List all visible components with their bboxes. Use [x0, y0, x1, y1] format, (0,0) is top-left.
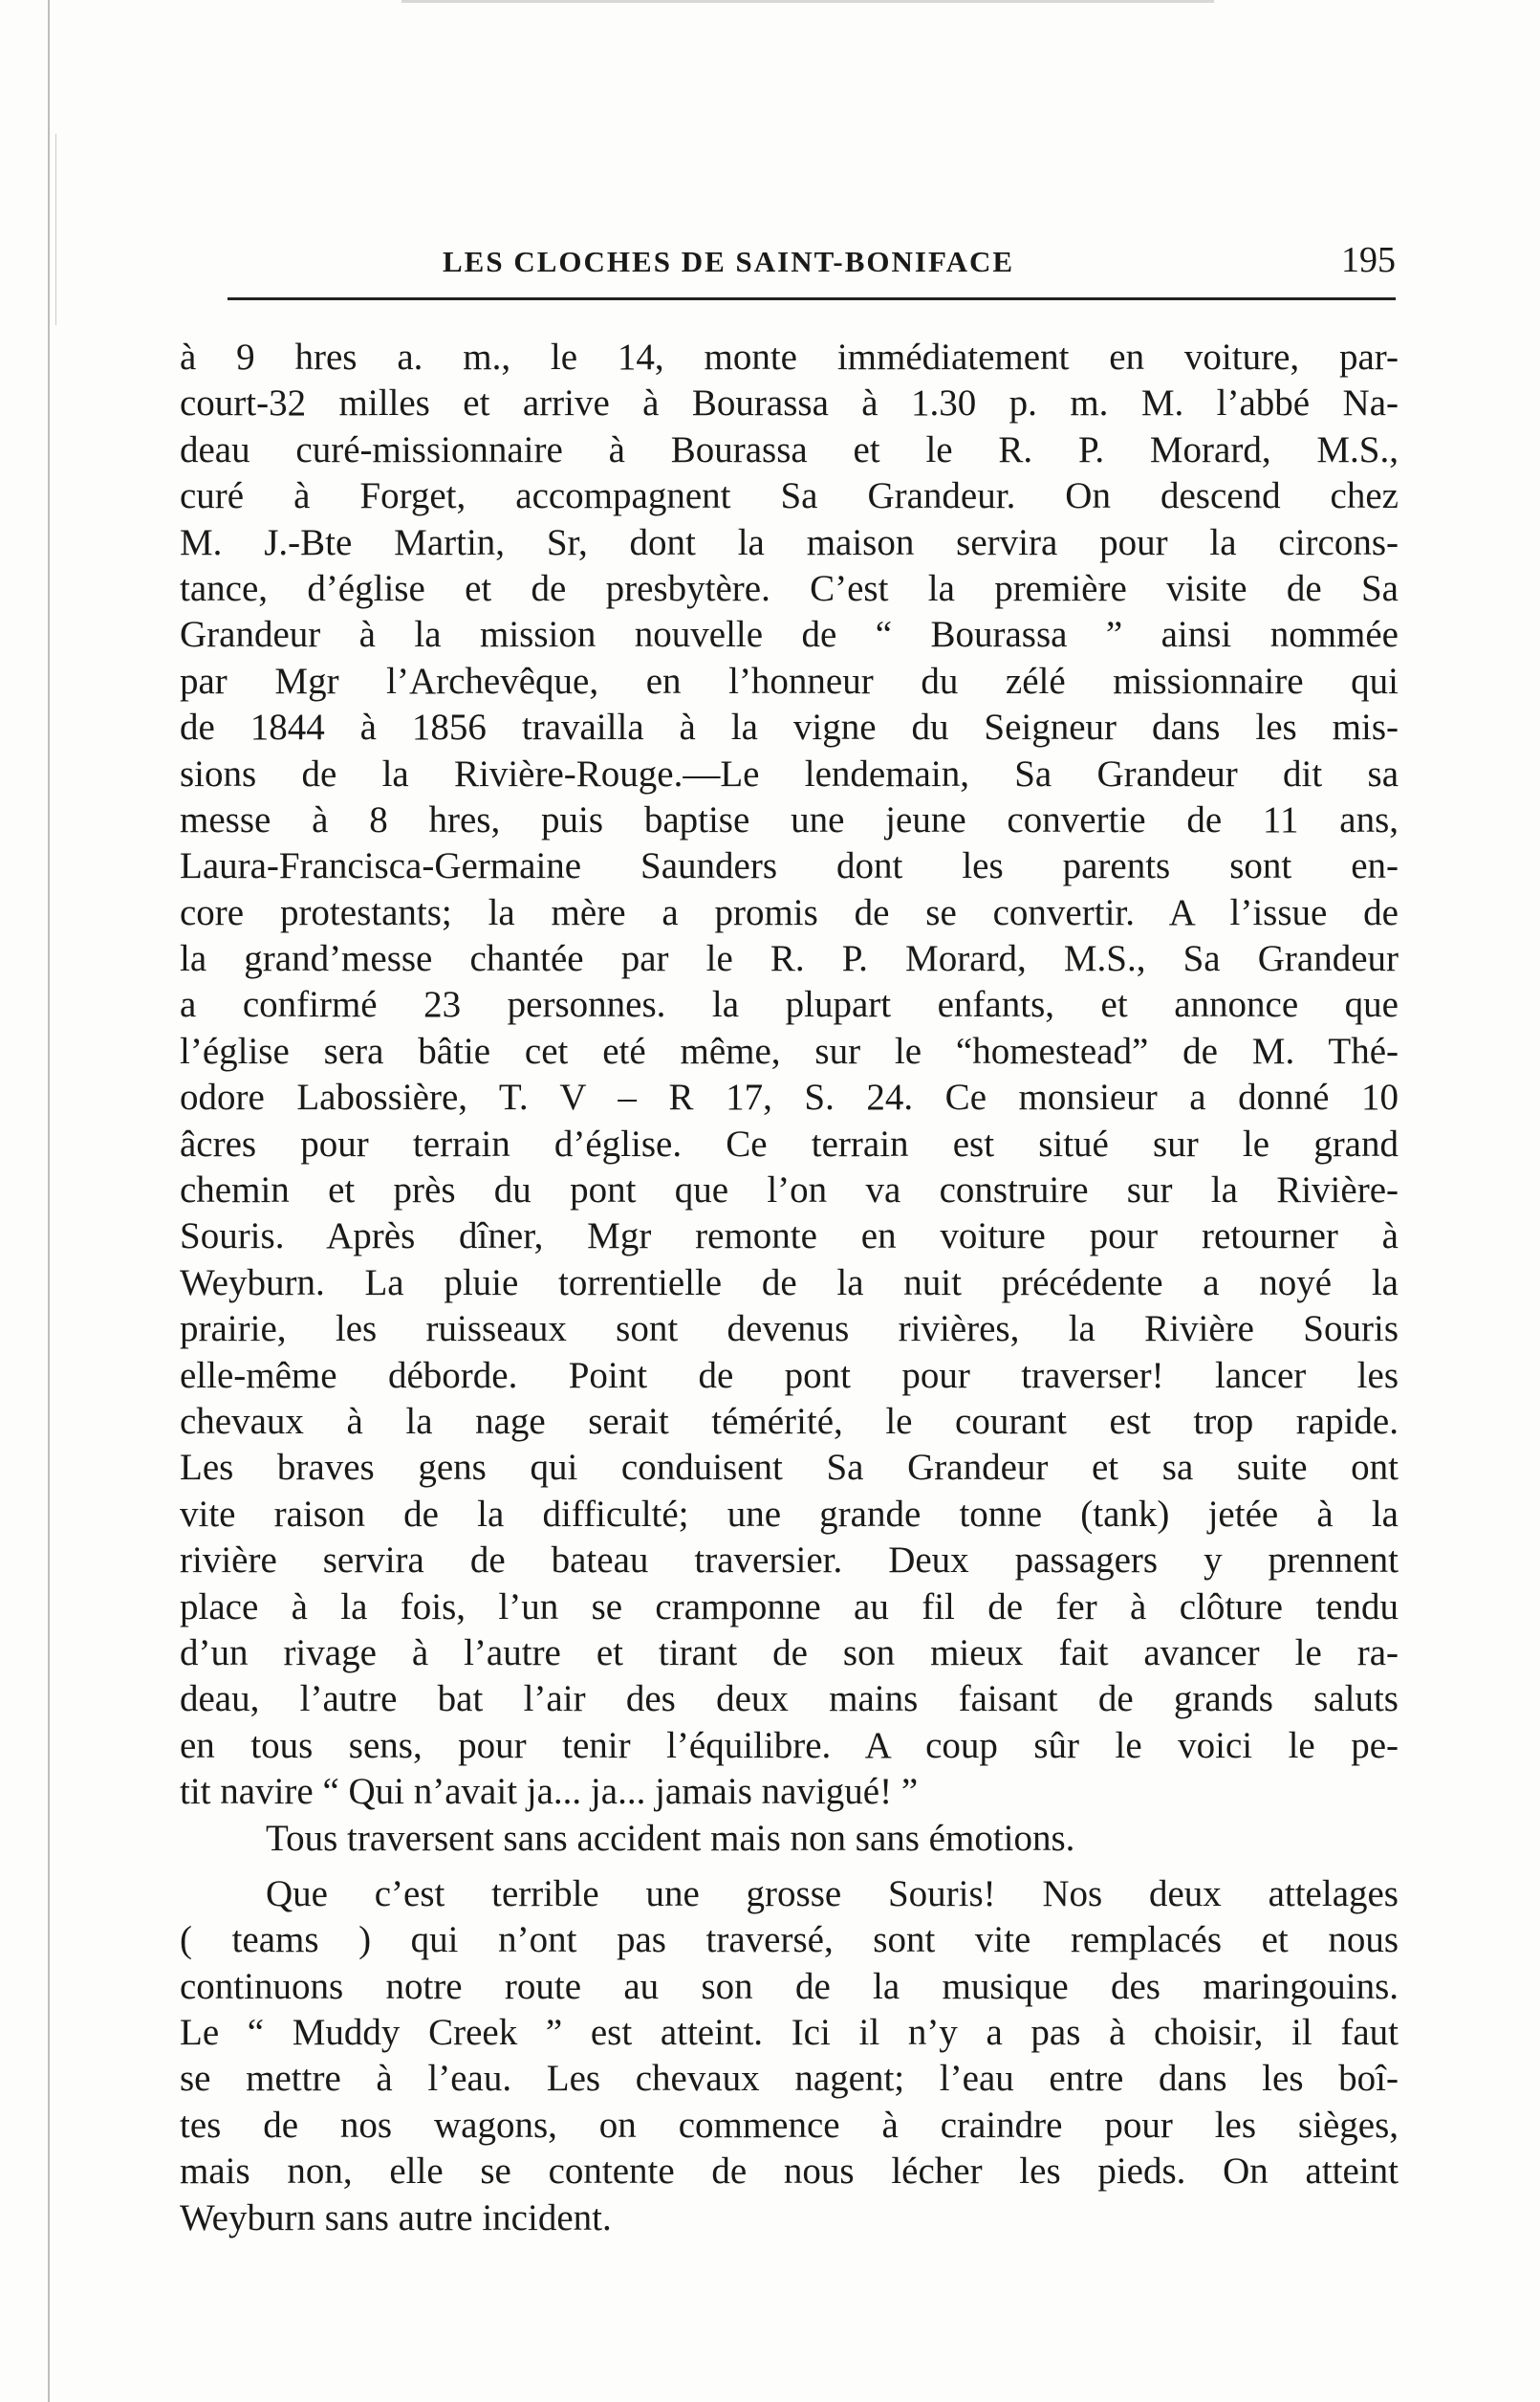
text-line: la grand’messe chantée par le R. P. Morard, M.S., Sa Grandeur — [180, 938, 1399, 980]
page-number: 195 — [1341, 240, 1396, 280]
text-line: deau curé-missionnaire à Bourassa et le R. P. Morard, M.S., — [180, 428, 1399, 470]
running-title: LES CLOCHES DE SAINT-BONIFACE — [443, 245, 1015, 278]
running-head — [228, 237, 1396, 285]
scan-margin-mark — [55, 134, 56, 325]
text-line: l’église sera bâtie cet eté même, sur le “homestead” de M. Thé- — [180, 1030, 1399, 1072]
text-line: Que c’est terrible une grosse Souris! Nos deux attelages — [266, 1872, 1399, 1914]
text-line: deau, l’autre bat l’air des deux mains faisant de grands saluts — [180, 1678, 1399, 1720]
text-line: Tous traversent sans accident mais non sans émotions. — [266, 1817, 1075, 1859]
text-line: a confirmé 23 personnes. la plupart enfants, et annonce que — [180, 984, 1399, 1026]
text-line: Weyburn sans autre incident. — [180, 2196, 612, 2238]
text-line: prairie, les ruisseaux sont devenus rivières, la Rivière Souris — [180, 1308, 1399, 1350]
text-line: sions de la Rivière-Rouge.—Le lendemain, Sa Grandeur dit sa — [180, 753, 1399, 795]
text-line: continuons notre route au son de la musique des maringouins. — [180, 1965, 1399, 2007]
text-line: curé à Forget, accompagnent Sa Grandeur. On descend chez — [180, 475, 1399, 517]
text-line: Le “ Muddy Creek ” est atteint. Ici il n’y a pas à choisir, il faut — [180, 2012, 1399, 2054]
body-text — [180, 335, 1399, 2241]
text-line: en tous sens, pour tenir l’équilibre. A coup sûr le voici le pe- — [180, 1724, 1399, 1766]
text-line: Souris. Après dîner, Mgr remonte en voiture pour retourner à — [180, 1215, 1399, 1257]
text-line: tance, d’église et de presbytère. C’est la première visite de Sa — [180, 567, 1399, 609]
text-line: tit navire “ Qui n’avait ja... ja... jamais navigué! ” — [180, 1771, 919, 1813]
text-line: tes de nos wagons, on commence à craindre pour les sièges, — [180, 2104, 1399, 2146]
scan-margin-line — [48, 0, 50, 2402]
text-line: place à la fois, l’un se cramponne au fil de fer à clôture tendu — [180, 1585, 1399, 1627]
text-line: chevaux à la nage serait témérité, le courant est trop rapide. — [180, 1400, 1399, 1442]
text-line: à 9 hres a. m., le 14, monte immédiatement en voiture, par- — [180, 337, 1399, 378]
text-line: d’un rivage à l’autre et tirant de son mieux fait avancer le ra- — [180, 1631, 1399, 1673]
text-line: âcres pour terrain d’église. Ce terrain est situé sur le grand — [180, 1123, 1399, 1165]
header-rule — [228, 297, 1396, 300]
text-line: Les braves gens qui conduisent Sa Grandeur et sa suite ont — [180, 1447, 1399, 1489]
text-line: court-32 milles et arrive à Bourassa à 1.30 p. m. M. l’abbé Na- — [180, 382, 1399, 425]
text-line: par Mgr l’Archevêque, en l’honneur du zélé missionnaire qui — [180, 660, 1399, 702]
text-line: de 1844 à 1856 travailla à la vigne du Seigneur dans les mis- — [180, 707, 1399, 749]
text-line: M. J.-Bte Martin, Sr, dont la maison servira pour la circons- — [180, 521, 1399, 563]
text-line: ( teams ) qui n’ont pas traversé, sont vite remplacés et nous — [180, 1919, 1399, 1961]
text-line: Laura-Francisca-Germaine Saunders dont les parents sont en- — [180, 845, 1399, 887]
text-line: core protestants; la mère a promis de se convertir. A l’issue de — [180, 891, 1399, 933]
text-line: elle-même déborde. Point de pont pour traverser! lancer les — [180, 1354, 1399, 1396]
text-line: vite raison de la difficulté; une grande tonne (tank) jetée à la — [180, 1493, 1399, 1535]
text-line: messe à 8 hres, puis baptise une jeune convertie de 11 ans, — [180, 798, 1399, 841]
scan-top-edge — [401, 0, 1214, 3]
text-line: rivière servira de bateau traversier. Deux passagers y prennent — [180, 1539, 1399, 1582]
text-line: Grandeur à la mission nouvelle de “ Bourassa ” ainsi nommée — [180, 614, 1399, 656]
text-line: Weyburn. La pluie torrentielle de la nuit précédente a noyé la — [180, 1261, 1399, 1303]
text-line: mais non, elle se contente de nous lécher les pieds. On atteint — [180, 2151, 1399, 2193]
text-line: chemin et près du pont que l’on va construire sur la Rivière- — [180, 1169, 1399, 1212]
text-line: se mettre à l’eau. Les chevaux nagent; l’eau entre dans les boî- — [180, 2058, 1399, 2100]
text-line: odore Labossière, T. V – R 17, S. 24. Ce monsieur a donné 10 — [180, 1077, 1399, 1119]
